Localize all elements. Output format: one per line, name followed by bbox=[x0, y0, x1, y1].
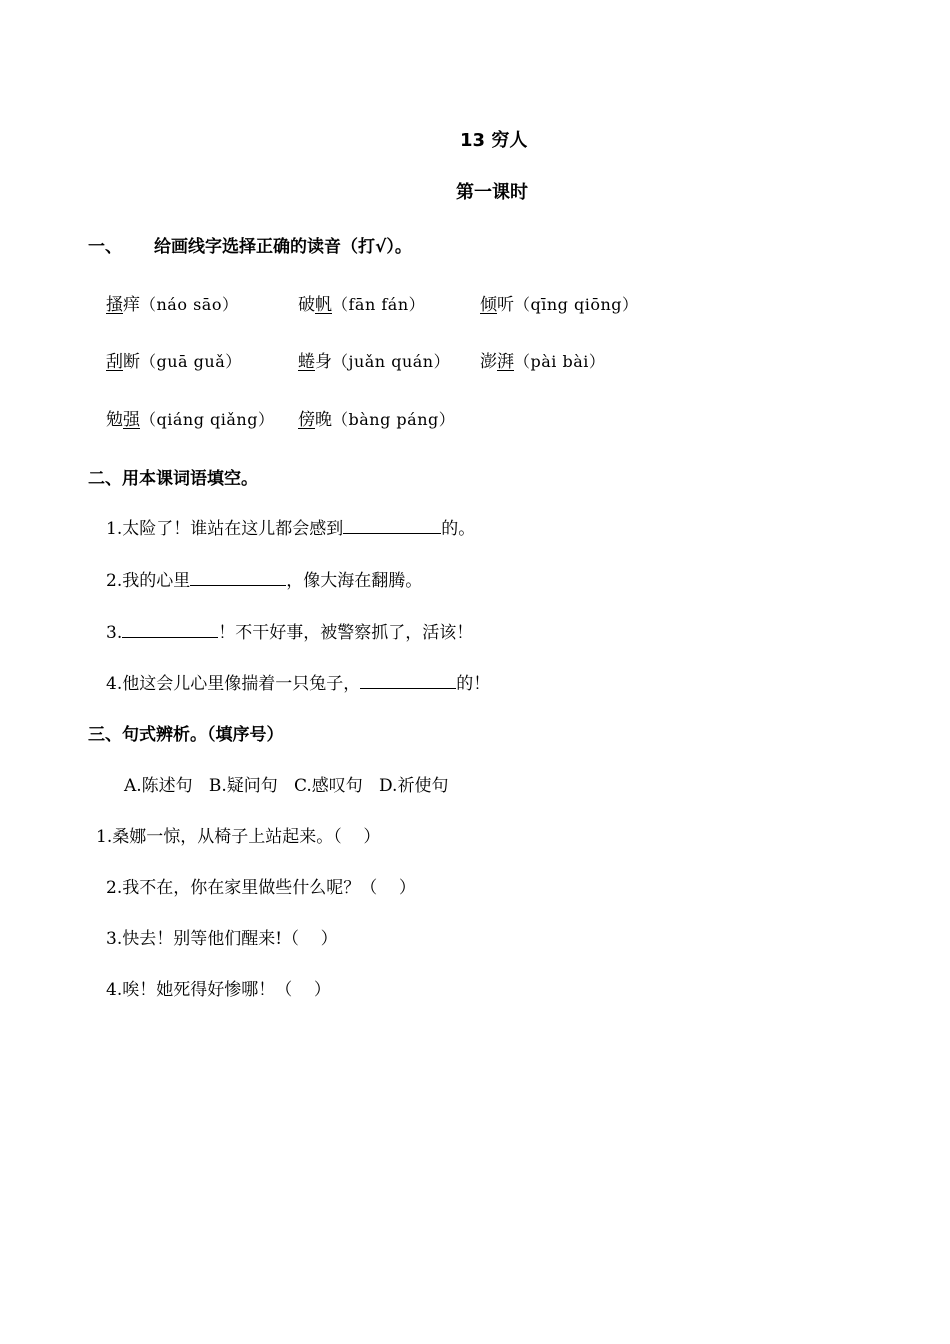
pinyin-item: 倾听（qīng qiōng） bbox=[480, 295, 639, 315]
fill-blank-item: 4.他这会儿心里像揣着一只兔子， 的！ bbox=[106, 674, 491, 694]
underlined-char: 蜷 bbox=[298, 352, 315, 372]
sentence-item: 2.我不在，你在家里做些什么呢？（ ） bbox=[106, 878, 416, 898]
answer-blank[interactable] bbox=[343, 519, 441, 534]
answer-blank[interactable] bbox=[360, 674, 456, 689]
sentence-type-options: A.陈述句 B.疑问句 C.感叹句 D.祈使句 bbox=[124, 776, 449, 796]
fill-blank-item: 1.太险了！谁站在这儿都会感到 的。 bbox=[106, 519, 476, 539]
sentence-item: 3.快去！别等他们醒来!（ ） bbox=[106, 929, 338, 949]
page-subtitle: 第一课时 bbox=[456, 182, 528, 203]
section2-heading: 二、用本课词语填空。 bbox=[88, 469, 258, 489]
underlined-char: 倾 bbox=[480, 295, 497, 315]
pinyin-item: 搔痒（náo sāo） bbox=[106, 295, 239, 315]
pinyin-item: 勉强（qiáng qiǎng） bbox=[106, 410, 275, 430]
underlined-char: 帆 bbox=[315, 295, 332, 315]
fill-blank-item: 2.我的心里 ，像大海在翻腾。 bbox=[106, 571, 423, 591]
pinyin-item: 刮断（guā guǎ） bbox=[106, 352, 242, 372]
underlined-char: 湃 bbox=[497, 352, 514, 372]
sentence-item: 4.唉！她死得好惨哪！（ ） bbox=[106, 980, 331, 1000]
underlined-char: 搔 bbox=[106, 295, 123, 315]
section1-number: 一、 bbox=[88, 237, 122, 257]
underlined-char: 傍 bbox=[298, 410, 315, 430]
sentence-item: 1.桑娜一惊，从椅子上站起来。（ ） bbox=[96, 827, 381, 847]
fill-blank-item: 3. ！不干好事，被警察抓了，活该！ bbox=[106, 623, 474, 643]
section3-heading: 三、句式辨析。（填序号） bbox=[88, 725, 284, 745]
pinyin-item: 傍晚（bàng páng） bbox=[298, 410, 456, 430]
section1-heading: 给画线字选择正确的读音（打√）。 bbox=[154, 237, 412, 257]
pinyin-item: 澎湃（pài bài） bbox=[480, 352, 606, 372]
page-title: 13 穷人 bbox=[460, 130, 528, 151]
answer-blank[interactable] bbox=[190, 571, 286, 586]
pinyin-item: 蜷身（juǎn quán） bbox=[298, 352, 451, 372]
pinyin-item: 破帆（fān fán） bbox=[298, 295, 426, 315]
underlined-char: 强 bbox=[123, 410, 140, 430]
answer-blank[interactable] bbox=[122, 623, 218, 638]
underlined-char: 刮 bbox=[106, 352, 123, 372]
